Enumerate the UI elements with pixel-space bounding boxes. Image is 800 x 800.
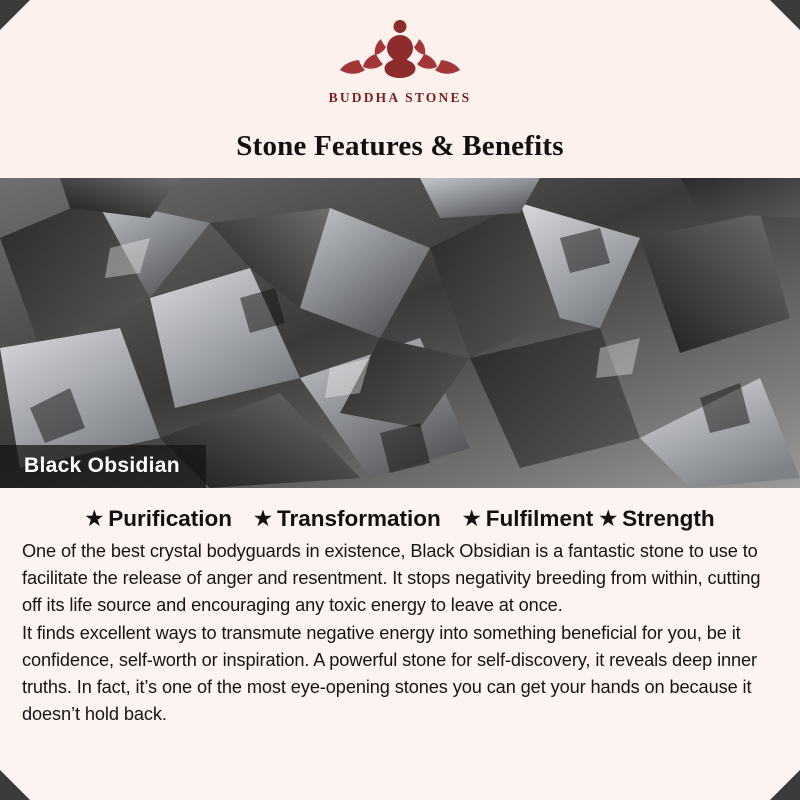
star-icon: ★ — [85, 508, 104, 530]
stone-name-label: Black Obsidian — [0, 445, 206, 488]
obsidian-crystal-illustration — [0, 178, 800, 488]
benefit-item — [463, 506, 593, 532]
star-icon: ★ — [254, 508, 272, 530]
benefit-item — [599, 506, 714, 532]
page-title: Stone Features & Benefits — [236, 129, 564, 162]
corner-decoration-bottom-left — [0, 770, 30, 800]
brand-logo — [315, 14, 485, 106]
description-paragraph-2: It finds excellent ways to transmute negative energy into something beneficial for you, be it confidence, self-worth or inspiration. A powerful stone for self-discovery, it reveals deep inner truths. In fact, it’s one of the most eye-opening stones you can get your hands on because it doesn’t hold back. — [22, 623, 758, 724]
benefit-item — [254, 506, 441, 532]
corner-decoration-top-left — [0, 0, 30, 30]
benefit-item — [85, 506, 232, 532]
benefit-label: Strength — [622, 506, 715, 531]
benefit-label: Fulfilment — [485, 506, 594, 531]
benefit-label: Purification — [108, 506, 233, 531]
title-band — [150, 122, 650, 170]
stone-photo — [0, 178, 800, 488]
benefits-list — [22, 506, 778, 532]
brand-name: BUDDHA STONES — [328, 90, 472, 105]
lotus-meditation-icon — [315, 14, 485, 88]
star-icon: ★ — [599, 508, 618, 530]
star-icon: ★ — [462, 508, 481, 530]
description-paragraph-1: One of the best crystal bodyguards in existence, Black Obsidian is a fantastic stone to use to facilitate the release of anger and resentment. It stops negativity breeding from within, cutting off its life source and encouraging any toxic energy to leave at once. — [22, 541, 761, 615]
benefit-label: Transformation — [276, 506, 441, 531]
corner-decoration-bottom-right — [770, 770, 800, 800]
card-content — [0, 488, 800, 800]
corner-decoration-top-right — [770, 0, 800, 30]
